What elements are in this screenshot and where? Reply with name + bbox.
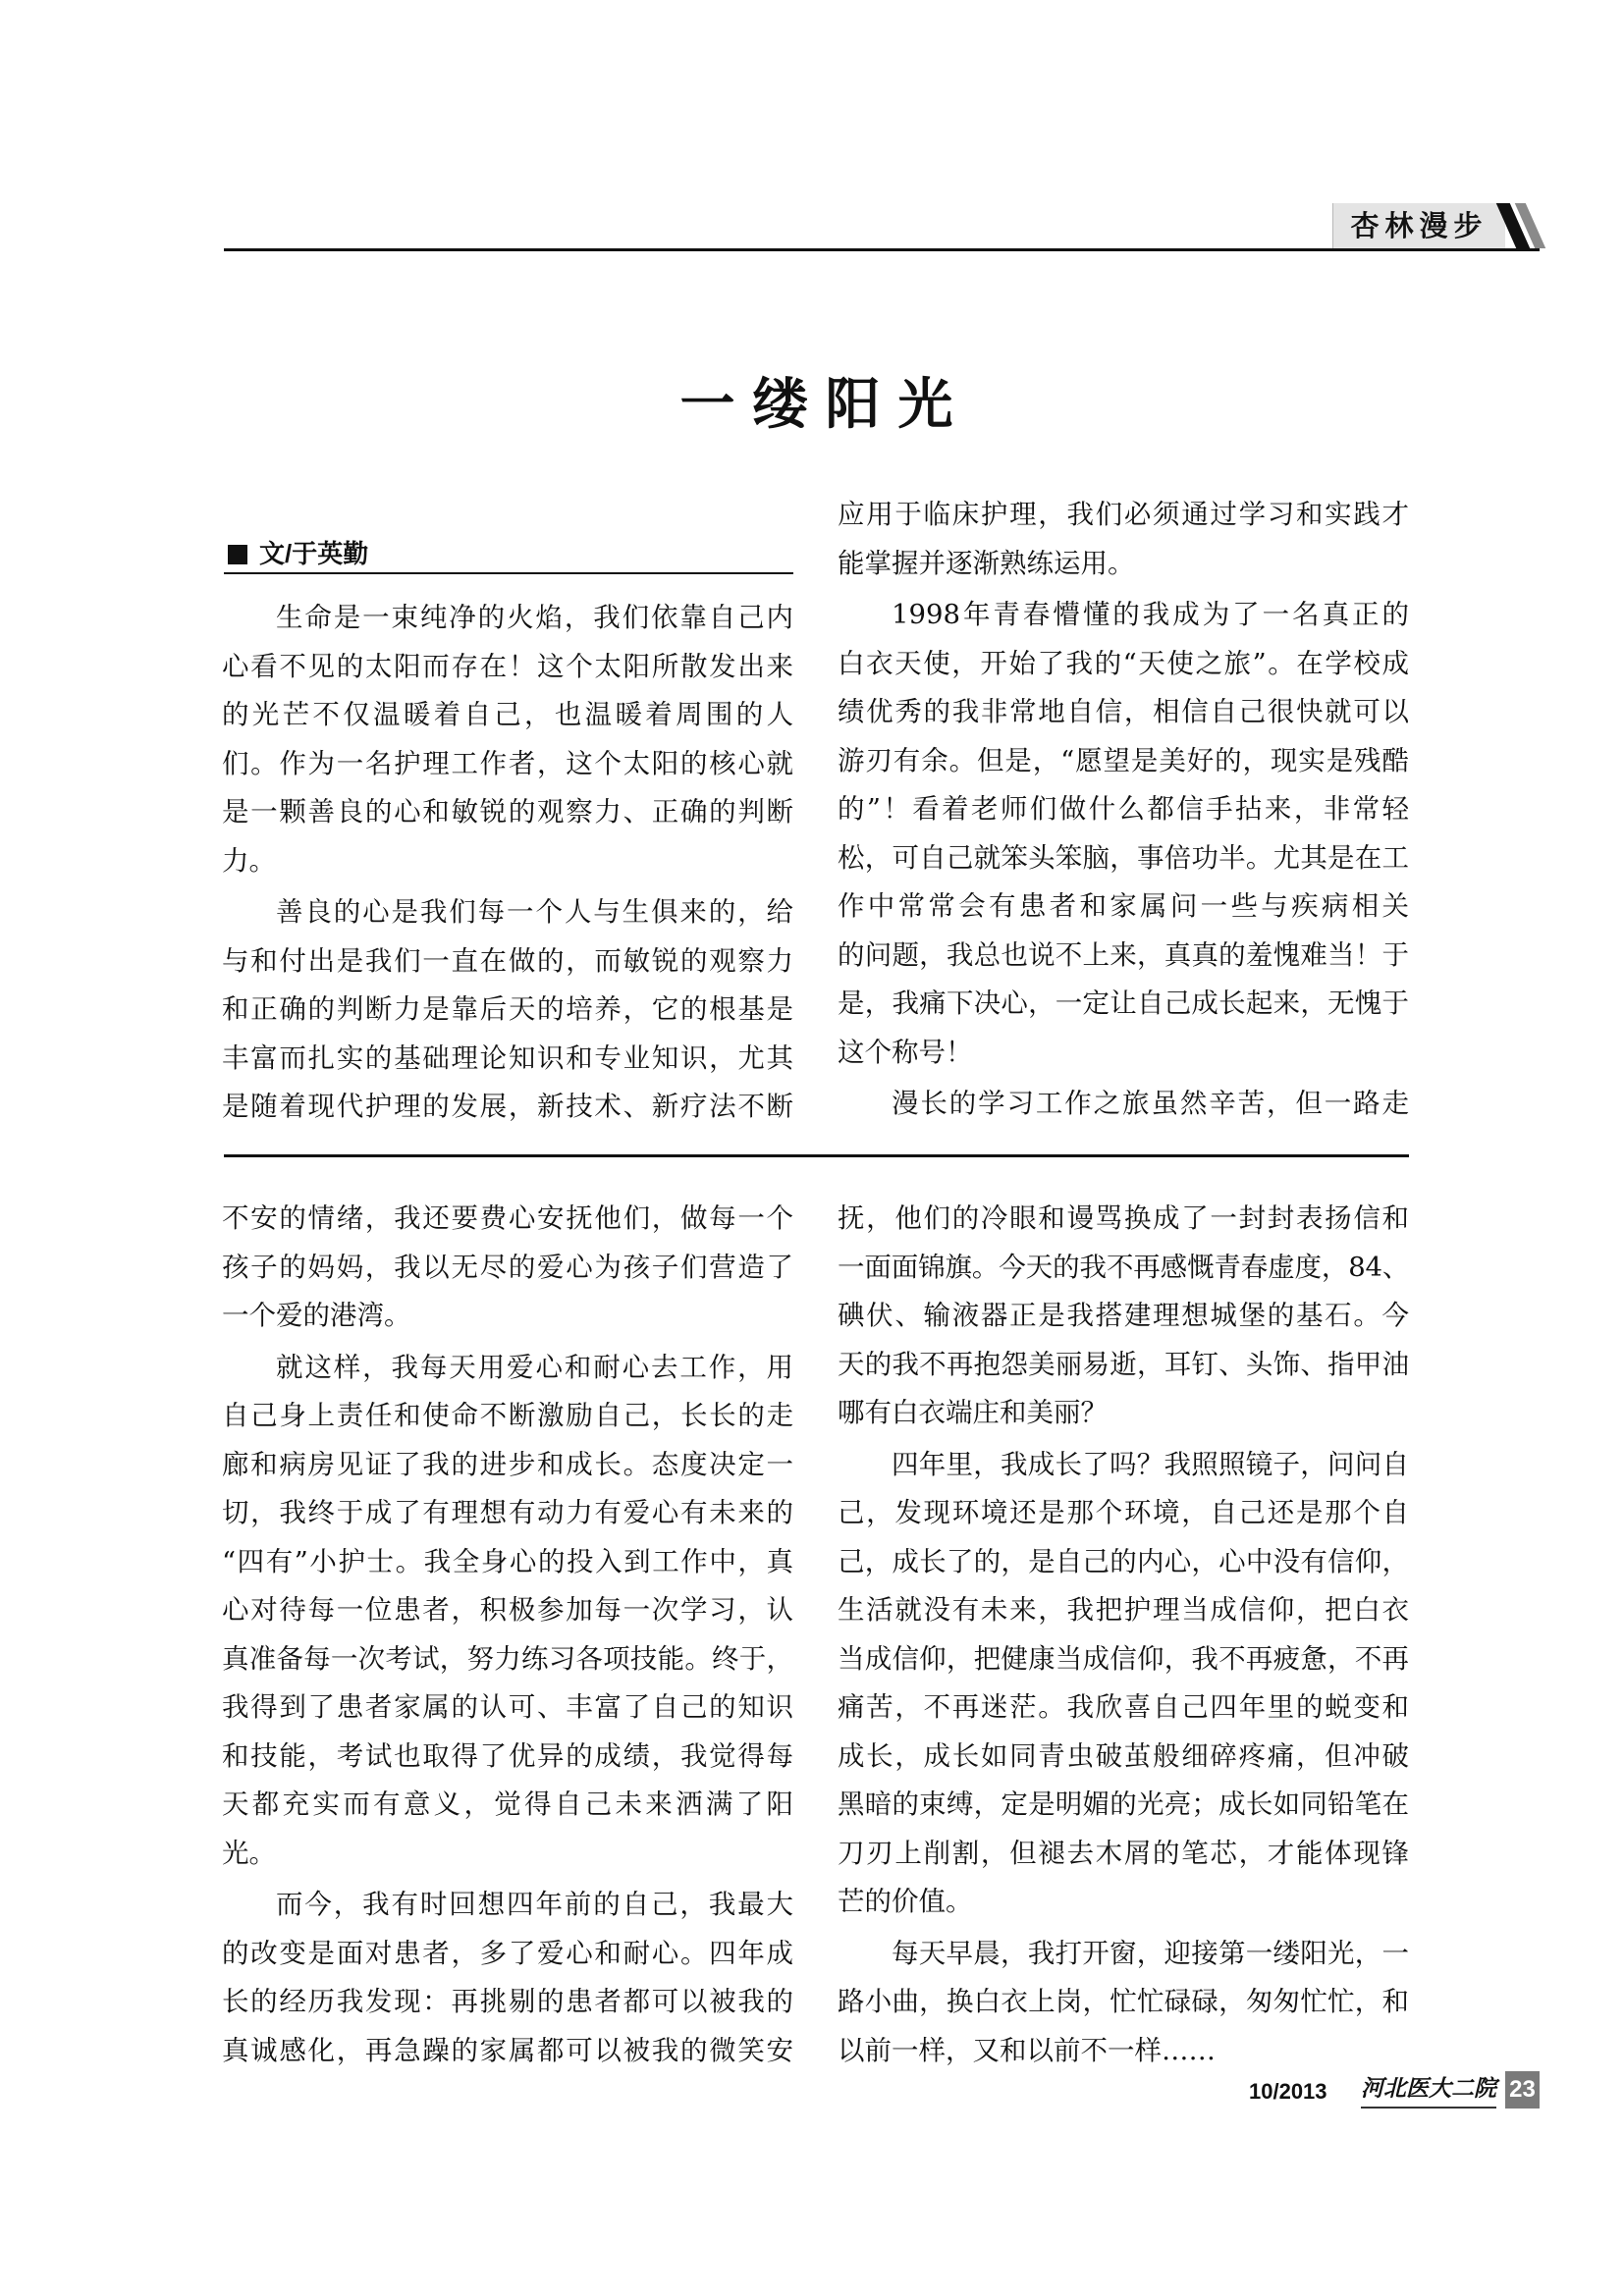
section-tab-label: 杏林漫步	[1350, 209, 1489, 242]
text-line: 一个爱的港湾。	[222, 1300, 411, 1331]
text-line: 孩子的妈妈，我以无尽的爱心为孩子们营造了	[222, 1251, 793, 1283]
text-line: 与和付出是我们一直在做的，而敏锐的观察力	[222, 944, 793, 977]
text-line: 芒的价值。	[838, 1886, 973, 1917]
text-line: 天都充实而有意义，觉得自己未来洒满了阳	[222, 1789, 793, 1820]
article-title: 一缕阳光	[679, 372, 971, 437]
text-line: 丰富而扎实的基础理论知识和专业知识，尤其	[222, 1041, 793, 1074]
text-line: 应用于临床护理，我们必须通过学习和实践才	[838, 499, 1409, 530]
text-line: 松，可自己就笨头笨脑，事倍功半。尤其是在工	[838, 841, 1409, 874]
text-line: 廊和病房见证了我的进步和成长。态度决定一	[222, 1448, 793, 1480]
text-line: 碘伏、输液器正是我搭建理想城堡的基石。今	[838, 1300, 1409, 1331]
text-line: 能掌握并逐渐熟练运用。	[838, 547, 1135, 579]
paragraph	[222, 1195, 793, 1341]
text-line: 和技能，考试也取得了优异的成绩，我觉得每	[222, 1739, 793, 1772]
text-line: 的光芒不仅温暖着自己，也温暖着周围的人	[222, 699, 793, 730]
text-line: 痛苦，不再迷茫。我欣喜自己四年里的蜕变和	[838, 1691, 1409, 1723]
text-line: 漫长的学习工作之旅虽然辛苦，但一路走	[892, 1088, 1409, 1119]
column-top-left	[222, 594, 793, 1132]
text-line: 己，发现环境还是那个环境，自己还是那个自	[838, 1497, 1409, 1528]
text-line: 真诚感化，再急躁的家属都可以被我的微笑安	[222, 2034, 793, 2066]
page-number: 23	[1505, 2071, 1540, 2109]
text-line: 成长，成长如同青虫破茧般细碎疼痛，但冲破	[838, 1739, 1409, 1772]
text-line: 每天早晨，我打开窗，迎接第一缕阳光，一	[892, 1937, 1409, 1969]
text-line: 作中常常会有患者和家属问一些与疾病相关	[838, 890, 1409, 922]
paragraph	[838, 1930, 1409, 2076]
text-line: 们。作为一名护理工作者，这个太阳的核心就	[222, 747, 793, 779]
header-rule	[224, 248, 1540, 251]
text-line: 这个称号！	[838, 1036, 973, 1068]
text-line: 刀刃上削割，但褪去木屑的笔芯，才能体现锋	[838, 1837, 1409, 1869]
text-line: 以前一样，又和以前不一样……	[838, 2034, 1216, 2066]
text-line: 天的我不再抱怨美丽易逝，耳钉、头饰、指甲油	[838, 1348, 1409, 1380]
paragraph	[222, 594, 793, 885]
paragraph	[222, 1881, 793, 2075]
column-bottom-left	[222, 1195, 793, 2075]
text-line: 的”！看着老师们做什么都信手拈来，非常轻	[838, 793, 1409, 825]
column-bottom-right	[838, 1195, 1409, 2075]
text-line: 是，我痛下决心，一定让自己成长起来，无愧于	[838, 988, 1409, 1019]
paragraph	[838, 591, 1409, 1077]
text-line: 生活就没有未来，我把护理当成信仰，把白衣	[838, 1594, 1409, 1626]
text-line: 不安的情绪，我还要费心安抚他们，做每一个	[222, 1202, 793, 1234]
text-line: 的问题，我总也说不上来，真真的羞愧难当！于	[838, 938, 1409, 971]
text-line: 生命是一束纯净的火焰，我们依靠自己内	[276, 602, 793, 633]
text-line: 绩优秀的我非常地自信，相信自己很快就可以	[838, 696, 1409, 727]
text-line: 切，我终于成了有理想有动力有爱心有未来的	[222, 1497, 793, 1528]
text-line: 而今，我有时回想四年前的自己，我最大	[276, 1889, 793, 1920]
text-line: 真准备每一次考试，努力练习各项技能。终于，	[222, 1642, 793, 1675]
text-line: 1998年青春懵懂的我成为了一名真正的	[892, 599, 1409, 630]
text-line: 心对待每一位患者，积极参加每一次学习，认	[222, 1594, 793, 1626]
byline	[224, 535, 793, 574]
text-line: 白衣天使，开始了我的“天使之旅”。在学校成	[838, 647, 1409, 679]
text-line: 四年里，我成长了吗？我照照镜子，问问自	[892, 1448, 1409, 1480]
text-line: 长的经历我发现：再挑剔的患者都可以被我的	[222, 1986, 793, 2017]
byline-text: 文/于英勤	[259, 539, 369, 568]
text-line: 自己身上责任和使命不断激励自己，长长的走	[222, 1400, 793, 1431]
paragraph	[222, 1344, 793, 1879]
text-line: 游刃有余。但是，“愿望是美好的，现实是残酷	[838, 744, 1409, 776]
paragraph	[838, 491, 1409, 588]
paragraph	[838, 1195, 1409, 1438]
text-line: 我得到了患者家属的认可、丰富了自己的知识	[222, 1691, 793, 1723]
text-line: 的改变是面对患者，多了爱心和耐心。四年成	[222, 1937, 793, 1969]
text-line: “四有”小护士。我全身心的投入到工作中，真	[222, 1545, 793, 1577]
text-line: 路小曲，换白衣上岗，忙忙碌碌，匆匆忙忙，和	[838, 1986, 1409, 2017]
byline-square-icon	[228, 545, 247, 564]
text-line: 哪有白衣端庄和美丽？	[838, 1397, 1108, 1428]
paragraph	[838, 1080, 1409, 1129]
text-line: 是随着现代护理的发展，新技术、新疗法不断	[222, 1091, 793, 1122]
text-line: 和正确的判断力是靠后天的培养，它的根基是	[222, 993, 793, 1025]
paragraph	[838, 1441, 1409, 1927]
text-line: 黑暗的束缚，定是明媚的光亮；成长如同铅笔在	[838, 1789, 1409, 1820]
paragraph	[222, 888, 793, 1132]
text-line: 心看不见的太阳而存在！这个太阳所散发出来	[222, 650, 793, 682]
issue-date: 10/2013	[1249, 2079, 1327, 2104]
journal-name: 河北医大二院	[1361, 2071, 1496, 2109]
section-tab	[1332, 203, 1505, 248]
text-line: 己，成长了的，是自己的内心，心中没有信仰，	[838, 1545, 1409, 1577]
text-line: 是一颗善良的心和敏锐的观察力、正确的判断	[222, 796, 793, 828]
text-line: 光。	[222, 1837, 276, 1869]
text-line: 力。	[222, 844, 276, 877]
column-top-right	[838, 491, 1409, 1129]
text-line: 善良的心是我们每一个人与生俱来的，给	[276, 896, 793, 928]
text-line: 当成信仰，把健康当成信仰，我不再疲惫，不再	[838, 1642, 1409, 1675]
text-line: 就这样，我每天用爱心和耐心去工作，用	[276, 1351, 793, 1383]
text-line: 抚，他们的冷眼和谩骂换成了一封封表扬信和	[838, 1202, 1409, 1234]
text-line: 一面面锦旗。今天的我不再感慨青春虚度，84、	[838, 1251, 1409, 1283]
section-divider	[224, 1154, 1409, 1157]
